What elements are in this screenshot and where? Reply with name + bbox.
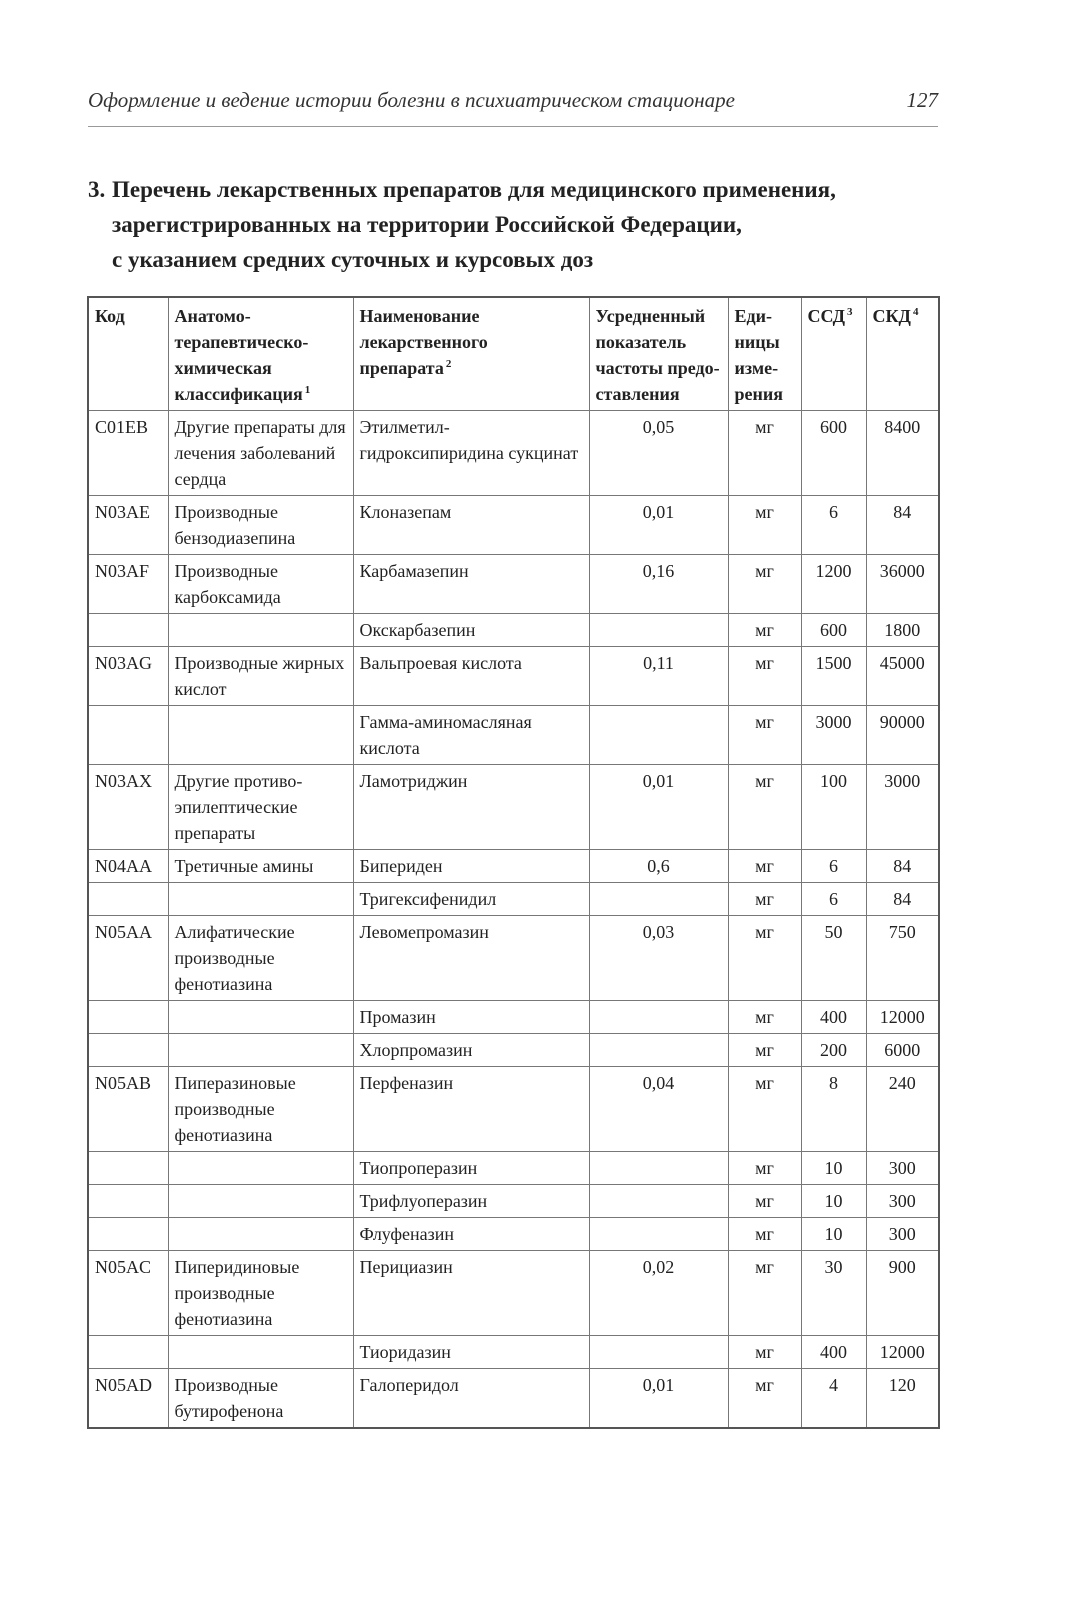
- cell-atc: [168, 1001, 353, 1034]
- cell-atc: Пиперазиновые производные фенотиазина: [168, 1067, 353, 1152]
- cell-ssd: 400: [801, 1336, 866, 1369]
- cell-drug-name: Тиопроперазин: [353, 1152, 589, 1185]
- cell-frequency: 0,01: [589, 765, 728, 850]
- table-row: [88, 1067, 939, 1152]
- cell-atc: Алифатические производные фенотиазина: [168, 916, 353, 1001]
- header-ssd: ССД $^3$: [801, 297, 866, 411]
- cell-atc: Пиперидиновые производные фенотиазина: [168, 1251, 353, 1336]
- cell-skd: 84: [866, 496, 939, 555]
- page-number: 127: [906, 88, 938, 112]
- cell-ssd: 400: [801, 1001, 866, 1034]
- cell-unit: мг: [728, 411, 801, 496]
- cell-frequency: 0,04: [589, 1067, 728, 1152]
- table-body: [88, 411, 939, 1429]
- cell-drug-name: Тригексифенидил: [353, 883, 589, 916]
- cell-code: N05AD: [88, 1369, 168, 1429]
- cell-atc: [168, 706, 353, 765]
- header-divider: [88, 126, 938, 127]
- table-row: [88, 850, 939, 883]
- cell-frequency: [589, 1034, 728, 1067]
- cell-code: N05AA: [88, 916, 168, 1001]
- cell-skd: 900: [866, 1251, 939, 1336]
- cell-unit: мг: [728, 614, 801, 647]
- cell-skd: 45000: [866, 647, 939, 706]
- cell-code: N03AE: [88, 496, 168, 555]
- cell-ssd: 6: [801, 496, 866, 555]
- section-title-line-3: с указанием средних суточных и курсовых доз: [112, 247, 594, 272]
- table-row: [88, 647, 939, 706]
- cell-frequency: 0,03: [589, 916, 728, 1001]
- cell-frequency: [589, 1185, 728, 1218]
- cell-unit: мг: [728, 916, 801, 1001]
- cell-unit: мг: [728, 1034, 801, 1067]
- cell-unit: мг: [728, 1251, 801, 1336]
- cell-skd: 750: [866, 916, 939, 1001]
- footnote-marker: 1: [304, 384, 311, 396]
- cell-skd: 36000: [866, 555, 939, 614]
- table-row: [88, 1185, 939, 1218]
- cell-skd: 84: [866, 883, 939, 916]
- cell-ssd: 1200: [801, 555, 866, 614]
- table-row: [88, 1218, 939, 1251]
- cell-skd: 300: [866, 1185, 939, 1218]
- footnote-marker: 2: [445, 358, 452, 370]
- cell-skd: 3000: [866, 765, 939, 850]
- drug-table: [87, 296, 940, 1429]
- cell-ssd: 6: [801, 883, 866, 916]
- cell-code: [88, 614, 168, 647]
- cell-unit: мг: [728, 1067, 801, 1152]
- cell-unit: мг: [728, 1369, 801, 1429]
- cell-atc: [168, 1185, 353, 1218]
- cell-unit: мг: [728, 883, 801, 916]
- cell-code: [88, 1152, 168, 1185]
- cell-skd: 8400: [866, 411, 939, 496]
- cell-drug-name: Левомепромазин: [353, 916, 589, 1001]
- cell-ssd: 50: [801, 916, 866, 1001]
- cell-drug-name: Флуфеназин: [353, 1218, 589, 1251]
- header-unit: Еди-ницы изме-рения: [728, 297, 801, 411]
- cell-drug-name: Вальпроевая кислота: [353, 647, 589, 706]
- cell-skd: 1800: [866, 614, 939, 647]
- section-title-line-1: Перечень лекарственных препаратов для медицинского применения,: [112, 177, 836, 202]
- footnote-marker: 3: [847, 306, 853, 318]
- table-row: [88, 883, 939, 916]
- table-row: [88, 1369, 939, 1429]
- cell-skd: 90000: [866, 706, 939, 765]
- cell-atc: Производные карбоксамида: [168, 555, 353, 614]
- table-row: [88, 1034, 939, 1067]
- cell-ssd: 1500: [801, 647, 866, 706]
- cell-code: [88, 1185, 168, 1218]
- cell-drug-name: Промазин: [353, 1001, 589, 1034]
- table-row: [88, 1251, 939, 1336]
- cell-code: [88, 1218, 168, 1251]
- cell-skd: 12000: [866, 1336, 939, 1369]
- cell-drug-name: Ламотриджин: [353, 765, 589, 850]
- cell-unit: мг: [728, 1152, 801, 1185]
- cell-code: [88, 1336, 168, 1369]
- cell-unit: мг: [728, 647, 801, 706]
- cell-atc: [168, 1034, 353, 1067]
- table-row: [88, 411, 939, 496]
- cell-atc: [168, 614, 353, 647]
- cell-atc: Другие препараты для лечения заболеваний сердца: [168, 411, 353, 496]
- table-header-row: [88, 297, 939, 411]
- cell-skd: 12000: [866, 1001, 939, 1034]
- cell-code: [88, 883, 168, 916]
- cell-frequency: 0,05: [589, 411, 728, 496]
- section-title: [88, 172, 948, 277]
- cell-atc: Производные бензодиазепина: [168, 496, 353, 555]
- cell-code: N03AG: [88, 647, 168, 706]
- cell-skd: 300: [866, 1218, 939, 1251]
- running-title: Оформление и ведение истории болезни в психиатрическом стационаре: [88, 88, 735, 112]
- cell-frequency: 0,16: [589, 555, 728, 614]
- table-row: [88, 614, 939, 647]
- cell-frequency: [589, 1218, 728, 1251]
- cell-ssd: 600: [801, 614, 866, 647]
- cell-unit: мг: [728, 706, 801, 765]
- cell-unit: мг: [728, 1001, 801, 1034]
- cell-skd: 84: [866, 850, 939, 883]
- cell-drug-name: Перфеназин: [353, 1067, 589, 1152]
- header-code: Код: [88, 297, 168, 411]
- cell-drug-name: Хлорпромазин: [353, 1034, 589, 1067]
- cell-unit: мг: [728, 1185, 801, 1218]
- cell-code: N03AX: [88, 765, 168, 850]
- table-row: [88, 555, 939, 614]
- cell-frequency: 0,01: [589, 1369, 728, 1429]
- cell-skd: 240: [866, 1067, 939, 1152]
- cell-frequency: 0,6: [589, 850, 728, 883]
- cell-drug-name: Бипериден: [353, 850, 589, 883]
- cell-atc: [168, 1218, 353, 1251]
- cell-atc: Другие противо-эпилептические препараты: [168, 765, 353, 850]
- cell-drug-name: Окскарбазепин: [353, 614, 589, 647]
- cell-skd: 120: [866, 1369, 939, 1429]
- cell-frequency: [589, 1336, 728, 1369]
- cell-code: N03AF: [88, 555, 168, 614]
- cell-frequency: [589, 614, 728, 647]
- cell-drug-name: Клоназепам: [353, 496, 589, 555]
- table-row: [88, 706, 939, 765]
- section-title-line-2: зарегистрированных на территории Российской Федерации,: [112, 212, 742, 237]
- cell-ssd: 4: [801, 1369, 866, 1429]
- cell-ssd: 10: [801, 1152, 866, 1185]
- cell-ssd: 10: [801, 1218, 866, 1251]
- cell-unit: мг: [728, 850, 801, 883]
- table-row: [88, 1001, 939, 1034]
- cell-unit: мг: [728, 765, 801, 850]
- cell-skd: 300: [866, 1152, 939, 1185]
- table-row: [88, 1336, 939, 1369]
- cell-code: N04AA: [88, 850, 168, 883]
- cell-drug-name: Тиоридазин: [353, 1336, 589, 1369]
- cell-skd: 6000: [866, 1034, 939, 1067]
- cell-ssd: 30: [801, 1251, 866, 1336]
- cell-ssd: 200: [801, 1034, 866, 1067]
- footnote-marker: 4: [912, 306, 919, 318]
- running-head: [88, 88, 938, 113]
- cell-frequency: 0,01: [589, 496, 728, 555]
- cell-code: [88, 706, 168, 765]
- cell-code: [88, 1001, 168, 1034]
- cell-unit: мг: [728, 555, 801, 614]
- table-row: [88, 916, 939, 1001]
- cell-atc: [168, 883, 353, 916]
- cell-frequency: 0,02: [589, 1251, 728, 1336]
- cell-frequency: [589, 883, 728, 916]
- cell-frequency: [589, 1152, 728, 1185]
- header-atc: Анатомо-терапевтическо-химическая классификация $^1$: [168, 297, 353, 411]
- cell-atc: Производные жирных кислот: [168, 647, 353, 706]
- cell-unit: мг: [728, 1336, 801, 1369]
- cell-atc: Третичные амины: [168, 850, 353, 883]
- header-skd: СКД $^4$: [866, 297, 939, 411]
- cell-drug-name: Этилметил-гидроксипиридина сукцинат: [353, 411, 589, 496]
- cell-frequency: 0,11: [589, 647, 728, 706]
- cell-ssd: 8: [801, 1067, 866, 1152]
- cell-ssd: 10: [801, 1185, 866, 1218]
- cell-ssd: 100: [801, 765, 866, 850]
- table-row: [88, 765, 939, 850]
- cell-unit: мг: [728, 1218, 801, 1251]
- cell-ssd: 600: [801, 411, 866, 496]
- cell-code: N05AC: [88, 1251, 168, 1336]
- cell-code: N05AB: [88, 1067, 168, 1152]
- cell-drug-name: Перициазин: [353, 1251, 589, 1336]
- cell-atc: [168, 1152, 353, 1185]
- header-drug-name: Наименование лекарственного препарата $^2$: [353, 297, 589, 411]
- cell-atc: [168, 1336, 353, 1369]
- cell-code: [88, 1034, 168, 1067]
- table-row: [88, 1152, 939, 1185]
- cell-code: C01EB: [88, 411, 168, 496]
- cell-ssd: 6: [801, 850, 866, 883]
- section-number: 3.: [88, 177, 106, 202]
- table-row: [88, 496, 939, 555]
- cell-atc: Производные бутирофенона: [168, 1369, 353, 1429]
- header-frequency: Усредненный показатель частоты предо-ставления: [589, 297, 728, 411]
- cell-drug-name: Галоперидол: [353, 1369, 589, 1429]
- cell-ssd: 3000: [801, 706, 866, 765]
- cell-drug-name: Карбамазепин: [353, 555, 589, 614]
- cell-drug-name: Гамма-аминомасляная кислота: [353, 706, 589, 765]
- cell-frequency: [589, 706, 728, 765]
- cell-unit: мг: [728, 496, 801, 555]
- cell-frequency: [589, 1001, 728, 1034]
- cell-drug-name: Трифлуоперазин: [353, 1185, 589, 1218]
